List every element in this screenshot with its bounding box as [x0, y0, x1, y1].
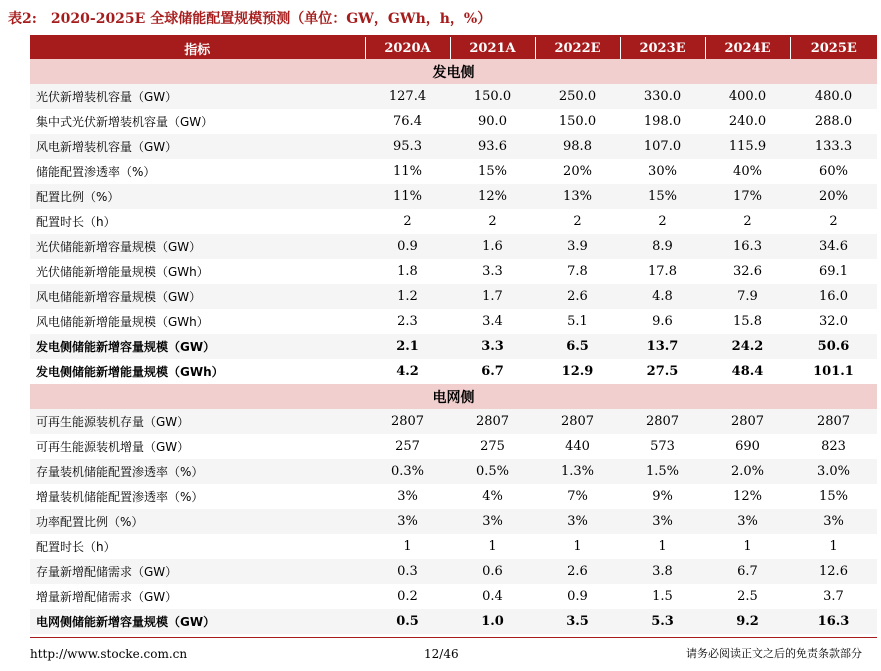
table-row — [30, 284, 877, 309]
row-value-cell: 95.3 — [365, 134, 450, 159]
row-indicator-name: 集中式光伏新增装机容量（GW） — [30, 109, 365, 134]
row-value-cell: 93.6 — [450, 134, 535, 159]
row-value-cell: 2.6 — [535, 284, 620, 309]
row-indicator-name: 配置时长（h） — [30, 534, 365, 559]
table-row — [30, 184, 877, 209]
table-row — [30, 434, 877, 459]
row-value-cell: 1.8 — [365, 259, 450, 284]
row-value-cell: 2.6 — [535, 559, 620, 584]
row-value-cell: 6.5 — [535, 334, 620, 359]
row-value-cell: 1.7 — [450, 284, 535, 309]
row-value-cell: 2 — [620, 209, 705, 234]
row-value-cell: 2 — [450, 209, 535, 234]
row-value-cell: 17.8 — [620, 259, 705, 284]
row-value-cell: 2807 — [450, 409, 535, 434]
row-value-cell: 107.0 — [620, 134, 705, 159]
section-header-row — [30, 59, 877, 84]
row-value-cell: 15% — [450, 159, 535, 184]
section-title: 发电侧 — [30, 59, 877, 84]
row-value-cell: 150.0 — [535, 109, 620, 134]
row-value-cell: 27.5 — [620, 359, 705, 384]
row-value-cell: 17% — [705, 184, 790, 209]
row-value-cell: 4.8 — [620, 284, 705, 309]
table-row — [30, 209, 877, 234]
table-row — [30, 559, 877, 584]
row-value-cell: 3% — [365, 484, 450, 509]
row-indicator-name: 光伏储能新增能量规模（GWh） — [30, 259, 365, 284]
table-row — [30, 459, 877, 484]
row-value-cell: 3% — [535, 509, 620, 534]
row-value-cell: 4% — [450, 484, 535, 509]
table-row — [30, 309, 877, 334]
row-value-cell: 2.0% — [705, 459, 790, 484]
section-header-row — [30, 384, 877, 409]
row-value-cell: 1.2 — [365, 284, 450, 309]
row-indicator-name: 发电侧储能新增容量规模（GW） — [30, 334, 365, 359]
row-value-cell: 3% — [450, 509, 535, 534]
row-value-cell: 0.9 — [365, 234, 450, 259]
footer-disclaimer: 请务必阅读正文之后的免责条款部分 — [686, 647, 862, 660]
row-value-cell: 48.4 — [705, 359, 790, 384]
row-value-cell: 8.9 — [620, 234, 705, 259]
row-value-cell: 50.6 — [790, 334, 877, 359]
row-value-cell: 1 — [620, 534, 705, 559]
row-value-cell: 3.3 — [450, 334, 535, 359]
caption-label: 表2: — [8, 11, 37, 27]
row-value-cell: 690 — [705, 434, 790, 459]
row-value-cell: 6.7 — [450, 359, 535, 384]
row-indicator-name: 发电侧储能新增能量规模（GWh） — [30, 359, 365, 384]
table-row — [30, 259, 877, 284]
row-value-cell: 400.0 — [705, 84, 790, 109]
row-value-cell: 2 — [705, 209, 790, 234]
row-value-cell: 1 — [535, 534, 620, 559]
row-indicator-name: 功率配置比例（%） — [30, 509, 365, 534]
header-year: 2024E — [705, 37, 790, 59]
row-value-cell: 12% — [450, 184, 535, 209]
row-value-cell: 15% — [790, 484, 877, 509]
table-row — [30, 359, 877, 384]
row-value-cell: 12.6 — [790, 559, 877, 584]
row-value-cell: 127.4 — [365, 84, 450, 109]
row-value-cell: 1.5% — [620, 459, 705, 484]
forecast-table — [30, 37, 877, 634]
footer-url[interactable]: http://www.stocke.com.cn — [30, 647, 188, 661]
row-value-cell: 2 — [535, 209, 620, 234]
row-value-cell: 2.3 — [365, 309, 450, 334]
row-value-cell: 7.8 — [535, 259, 620, 284]
row-value-cell: 12% — [705, 484, 790, 509]
row-value-cell: 3% — [365, 509, 450, 534]
row-value-cell: 288.0 — [790, 109, 877, 134]
row-value-cell: 3.5 — [535, 609, 620, 634]
row-value-cell: 15.8 — [705, 309, 790, 334]
row-value-cell: 2807 — [705, 409, 790, 434]
row-value-cell: 90.0 — [450, 109, 535, 134]
row-value-cell: 9% — [620, 484, 705, 509]
row-value-cell: 20% — [535, 159, 620, 184]
row-value-cell: 98.8 — [535, 134, 620, 159]
row-value-cell: 0.4 — [450, 584, 535, 609]
row-value-cell: 9.6 — [620, 309, 705, 334]
footer-page-number: 12/46 — [424, 647, 459, 661]
row-value-cell: 2 — [790, 209, 877, 234]
row-value-cell: 257 — [365, 434, 450, 459]
row-value-cell: 0.2 — [365, 584, 450, 609]
row-value-cell: 7% — [535, 484, 620, 509]
row-value-cell: 2.5 — [705, 584, 790, 609]
row-value-cell: 3.9 — [535, 234, 620, 259]
row-value-cell: 2807 — [620, 409, 705, 434]
row-indicator-name: 存量新增配储需求（GW） — [30, 559, 365, 584]
row-value-cell: 40% — [705, 159, 790, 184]
row-value-cell: 7.9 — [705, 284, 790, 309]
table-row — [30, 159, 877, 184]
row-indicator-name: 风电储能新增能量规模（GWh） — [30, 309, 365, 334]
row-value-cell: 2 — [365, 209, 450, 234]
row-indicator-name: 光伏新增装机容量（GW） — [30, 84, 365, 109]
row-value-cell: 0.3 — [365, 559, 450, 584]
row-value-cell: 150.0 — [450, 84, 535, 109]
row-value-cell: 1 — [790, 534, 877, 559]
row-indicator-name: 可再生能源装机存量（GW） — [30, 409, 365, 434]
row-value-cell: 0.5% — [450, 459, 535, 484]
row-value-cell: 133.3 — [790, 134, 877, 159]
row-value-cell: 0.6 — [450, 559, 535, 584]
section-title: 电网侧 — [30, 384, 877, 409]
row-value-cell: 9.2 — [705, 609, 790, 634]
row-value-cell: 3% — [620, 509, 705, 534]
header-year: 2023E — [620, 37, 705, 59]
row-value-cell: 3.3 — [450, 259, 535, 284]
row-value-cell: 11% — [365, 184, 450, 209]
row-value-cell: 0.5 — [365, 609, 450, 634]
row-indicator-name: 风电新增装机容量（GW） — [30, 134, 365, 159]
table-caption — [8, 8, 491, 30]
row-value-cell: 3.0% — [790, 459, 877, 484]
table-row — [30, 534, 877, 559]
row-value-cell: 16.3 — [790, 609, 877, 634]
row-value-cell: 2.1 — [365, 334, 450, 359]
row-indicator-name: 配置比例（%） — [30, 184, 365, 209]
row-value-cell: 76.4 — [365, 109, 450, 134]
row-value-cell: 20% — [790, 184, 877, 209]
row-value-cell: 13.7 — [620, 334, 705, 359]
table-row — [30, 234, 877, 259]
row-value-cell: 16.3 — [705, 234, 790, 259]
row-value-cell: 1 — [705, 534, 790, 559]
header-year: 2022E — [535, 37, 620, 59]
table-row — [30, 84, 877, 109]
table-row — [30, 509, 877, 534]
row-value-cell: 16.0 — [790, 284, 877, 309]
table-row — [30, 409, 877, 434]
row-value-cell: 198.0 — [620, 109, 705, 134]
row-value-cell: 823 — [790, 434, 877, 459]
row-value-cell: 60% — [790, 159, 877, 184]
row-value-cell: 3% — [790, 509, 877, 534]
row-value-cell: 240.0 — [705, 109, 790, 134]
table-header-row — [30, 37, 877, 59]
row-value-cell: 1.6 — [450, 234, 535, 259]
row-value-cell: 250.0 — [535, 84, 620, 109]
row-value-cell: 3.4 — [450, 309, 535, 334]
row-value-cell: 2807 — [790, 409, 877, 434]
row-value-cell: 5.3 — [620, 609, 705, 634]
row-value-cell: 115.9 — [705, 134, 790, 159]
row-value-cell: 1 — [365, 534, 450, 559]
row-value-cell: 573 — [620, 434, 705, 459]
row-value-cell: 2807 — [535, 409, 620, 434]
row-indicator-name: 增量新增配储需求（GW） — [30, 584, 365, 609]
row-value-cell: 330.0 — [620, 84, 705, 109]
row-value-cell: 3% — [705, 509, 790, 534]
row-indicator-name: 电网侧储能新增容量规模（GW） — [30, 609, 365, 634]
row-value-cell: 1.3% — [535, 459, 620, 484]
row-value-cell: 69.1 — [790, 259, 877, 284]
row-value-cell: 12.9 — [535, 359, 620, 384]
row-value-cell: 275 — [450, 434, 535, 459]
table-row — [30, 134, 877, 159]
row-indicator-name: 储能配置渗透率（%） — [30, 159, 365, 184]
table-row — [30, 334, 877, 359]
header-year: 2025E — [790, 37, 877, 59]
row-indicator-name: 增量装机储能配置渗透率（%） — [30, 484, 365, 509]
row-value-cell: 480.0 — [790, 84, 877, 109]
row-value-cell: 4.2 — [365, 359, 450, 384]
table-row — [30, 584, 877, 609]
row-value-cell: 3.8 — [620, 559, 705, 584]
table-row — [30, 609, 877, 634]
row-value-cell: 11% — [365, 159, 450, 184]
row-value-cell: 440 — [535, 434, 620, 459]
header-year: 2021A — [450, 37, 535, 59]
row-indicator-name: 光伏储能新增容量规模（GW） — [30, 234, 365, 259]
row-value-cell: 13% — [535, 184, 620, 209]
row-value-cell: 15% — [620, 184, 705, 209]
row-value-cell: 1 — [450, 534, 535, 559]
row-value-cell: 0.9 — [535, 584, 620, 609]
row-value-cell: 24.2 — [705, 334, 790, 359]
row-value-cell: 5.1 — [535, 309, 620, 334]
header-year: 2020A — [365, 37, 450, 59]
row-value-cell: 32.6 — [705, 259, 790, 284]
row-value-cell: 2807 — [365, 409, 450, 434]
row-value-cell: 6.7 — [705, 559, 790, 584]
table-row — [30, 109, 877, 134]
row-value-cell: 0.3% — [365, 459, 450, 484]
row-value-cell: 101.1 — [790, 359, 877, 384]
row-value-cell: 30% — [620, 159, 705, 184]
row-value-cell: 1.5 — [620, 584, 705, 609]
row-value-cell: 3.7 — [790, 584, 877, 609]
caption-title: 2020-2025E 全球储能配置规模预测（单位：GW，GWh，h，%） — [50, 11, 492, 27]
bottom-rule — [30, 637, 877, 638]
row-indicator-name: 可再生能源装机增量（GW） — [30, 434, 365, 459]
row-value-cell: 1.0 — [450, 609, 535, 634]
row-indicator-name: 存量装机储能配置渗透率（%） — [30, 459, 365, 484]
row-value-cell: 32.0 — [790, 309, 877, 334]
row-indicator-name: 配置时长（h） — [30, 209, 365, 234]
table-row — [30, 484, 877, 509]
row-indicator-name: 风电储能新增容量规模（GW） — [30, 284, 365, 309]
row-value-cell: 34.6 — [790, 234, 877, 259]
header-indicator: 指标 — [30, 37, 365, 59]
